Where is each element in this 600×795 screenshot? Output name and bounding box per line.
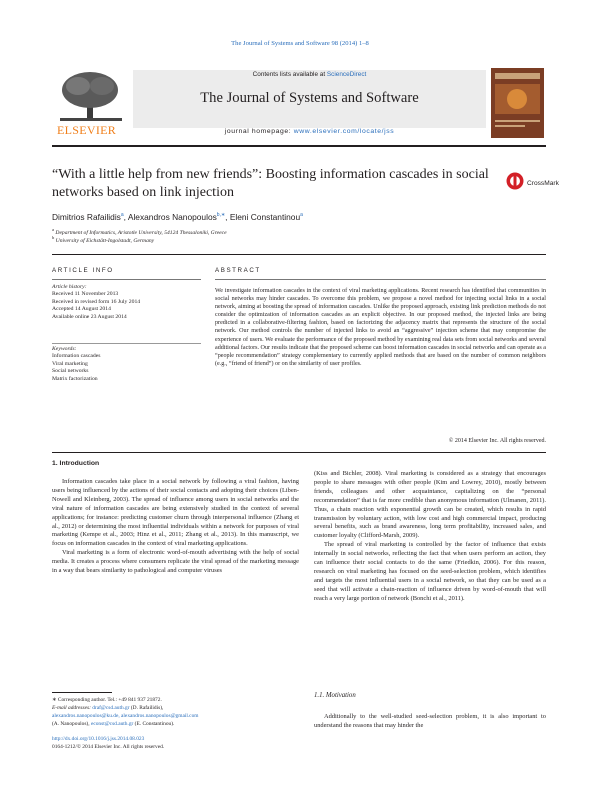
author-affiliation-mark[interactable]: a	[120, 212, 124, 219]
history-revised: Received in revised form 16 July 2014	[52, 298, 141, 305]
affiliation-text: University of Eichstätt-Ingolstadt, Germany	[55, 237, 155, 244]
article-history	[52, 284, 202, 321]
keyword: Information cascades	[52, 353, 101, 360]
sciencedirect-link[interactable]: ScienceDirect	[326, 71, 367, 78]
journal-title: The Journal of Systems and Software	[200, 90, 419, 106]
homepage-link[interactable]: www.elsevier.com/locate/jss	[293, 128, 395, 135]
author-name: Eleni Constantinou	[229, 212, 301, 222]
author-name: Dimitrios Rafailidis	[52, 212, 121, 222]
keywords	[52, 346, 202, 383]
publisher-wordmark: ELSEVIER	[57, 123, 117, 137]
section-heading: 1. Introduction	[52, 460, 100, 467]
crossmark-badge[interactable]	[506, 173, 559, 193]
journal-cover-thumbnail	[491, 68, 544, 138]
email-link[interactable]: alexandros.nanopoulos@ku.de, alexandros.nanopoulos@gmail.com	[52, 713, 199, 719]
homepage-prefix: journal homepage:	[224, 128, 294, 135]
email-owner: (D. Rafailidis),	[129, 705, 164, 711]
email-line	[52, 721, 302, 728]
keyword: Matrix factorization	[52, 375, 98, 382]
abstract-label: ABSTRACT	[215, 267, 261, 274]
history-received: Received 11 November 2013	[52, 291, 119, 298]
running-head[interactable]: The Journal of Systems and Software 98 (2014) 1–8	[231, 40, 369, 47]
paragraph: The spread of viral marketing is controlled by the factor of influence that exists internally in social networks, reflecting the fact that when users perform an action, they can influence their social contacts to do the same (Friedkin, 2006). For this reason, research on viral marketing has focused on the seed-selection problem, which identifies and targets the most influential users in a social network, so that they can be used as a seed that will activate a chain-reaction of influence driven by word-of-mouth that will reach a very large portion of network (Bonchi et al., 2011).	[314, 541, 546, 602]
history-rule	[52, 343, 201, 344]
crossmark-label: CrossMark	[527, 179, 559, 187]
history-online: Available online 23 August 2014	[52, 313, 127, 320]
journal-homepage	[133, 128, 486, 135]
author-name: Alexandros Nanopoulos	[127, 212, 217, 222]
affiliation-text: Department of Informatics, Aristotle University, 54124 Thessaloniki, Greece	[55, 229, 227, 236]
paper-title: “With a little help from new friends”: Boosting information cascades in social networks based on link injection	[52, 167, 489, 200]
email-link[interactable]: econst@csd.auth.gr	[90, 721, 134, 727]
copyright-notice: © 2014 Elsevier Inc. All rights reserved.	[448, 438, 546, 444]
crossmark-icon	[506, 172, 524, 195]
motivation-column	[314, 713, 546, 731]
doi-url[interactable]: http://dx.doi.org/10.1016/j.jss.2014.08.023	[52, 736, 145, 742]
history-label: Article history:	[52, 284, 87, 290]
paragraph: Viral marketing is a form of electronic word-of-mouth advertising with the help of social media. It creates a process where consumers replicate the viral spread of the marketing message in a way that bears similarity to pathological and computer viruses	[52, 549, 299, 575]
doi-link[interactable]	[52, 736, 302, 743]
paragraph: Additionally to the well-studied seed-selection problem, it is also important to understand the reasons that may hinder the	[314, 713, 546, 729]
abstract-rule	[215, 279, 546, 280]
author-affiliation-mark[interactable]: b,∗	[216, 212, 226, 219]
abstract-text: We investigate information cascades in the context of viral marketing applications. Recent research has identified that communities in social networks may hinder cascades. To overcome this problem, we propose a novel method for injecting social links in a social network, aiming at boosting the spread of information cascades. Unlike the proposed approach, existing link prediction methods do not consider the optimization of information cascades as an explicit objective. In our proposed method, the injected links are being predicted in a collaborative-filtering fashion, based on factorizing the adjacency matrix that represents the structure of the social network. Our method controls the number of injected links to avoid an “aggressive” injection scheme that may compromise the experience of users. We evaluate the performance of the proposed method by examining real data sets from social networks and several additional factors. Our results indicate that the proposed scheme can boost information cascades in social networks and can operate as a “people recommendation” strategy complementary to currently applied methods that are based on the number of common neighbors (e.g., “friend of friend”) or on the similarity of user profiles.	[215, 288, 546, 367]
header-rule	[52, 145, 546, 147]
contents-prefix: Contents lists available at	[252, 71, 327, 78]
intro-right-column	[314, 470, 546, 604]
email-line	[52, 713, 302, 720]
paragraph: (Kiss and Bichler, 2008). Viral marketing is considered as a strategy that encourages people to share messages with other people (Kim and Lowrey, 2010), mostly between friends, colleagues and other acquaintance, capitalizing on the “personal recommendation” that is far more credible than anonymous information (Ulmanen, 2011). Thus, a chain reaction with exponential growth can be created, which results in rapid transmission by voluntary action, with low cost and high commercial impact, producing several benefits, such as brand awareness, long term profitability, increased sales, and customer loyalty (Clifford-Marsh, 2009).	[314, 470, 546, 540]
affiliation-mark: b	[52, 235, 55, 240]
section-rule	[52, 452, 546, 453]
issn-line: 0164-1212/© 2014 Elsevier Inc. All rights reserved.	[52, 744, 165, 750]
affiliation	[52, 235, 154, 244]
contents-line	[133, 71, 486, 78]
author-list: Dimitrios Rafailidis$^a$, Alexandros Nanopoulos$^{b,∗}$, Eleni Constantinou$^a$	[52, 212, 303, 222]
corresponding-author-note: ∗ Corresponding author. Tel.: +49 841 937 21872.	[52, 697, 162, 703]
intro-left-column	[52, 478, 299, 576]
footnote-rule	[52, 692, 112, 693]
email-line	[52, 705, 302, 712]
keyword: Social networks	[52, 368, 89, 375]
keywords-label: Keywords:	[52, 346, 77, 352]
email-link[interactable]: draf@csd.auth.gr	[92, 705, 130, 711]
keyword: Viral marketing	[52, 360, 88, 367]
article-info-rule	[52, 279, 201, 280]
email-owner: (E. Constantinou).	[133, 721, 175, 727]
email-owner: (A. Nanopoulos),	[52, 721, 91, 727]
paragraph: Information cascades take place in a social network by following a viral fashion, having users being influenced by the actions of their social contacts and adopting their choices (Liben-Nowell and Kleinberg, 2003). The spread of influence among users in social networks and the viral nature of information cascades are being extensively studied in the context of several applications; for instance: predicting customer churn through interpersonal influence (Zhang et al., 2012) or determining the most influential individuals within a network for purposes of viral marketing (Kempe et al., 2003; Hinz et al., 2011; Zhang et al., 2013). In this manuscript, we focus on information cascades in the context of viral marketing applications.	[52, 478, 299, 548]
article-info-label: ARTICLE INFO	[52, 267, 114, 274]
author-affiliation-mark[interactable]: a	[300, 212, 303, 219]
affiliation-mark: a	[52, 227, 54, 232]
subsection-heading: 1.1. Motivation	[314, 692, 356, 699]
section-rule	[52, 254, 546, 255]
emails-label: E-mail addresses:	[52, 705, 93, 711]
history-accepted: Accepted 14 August 2014	[52, 306, 111, 313]
